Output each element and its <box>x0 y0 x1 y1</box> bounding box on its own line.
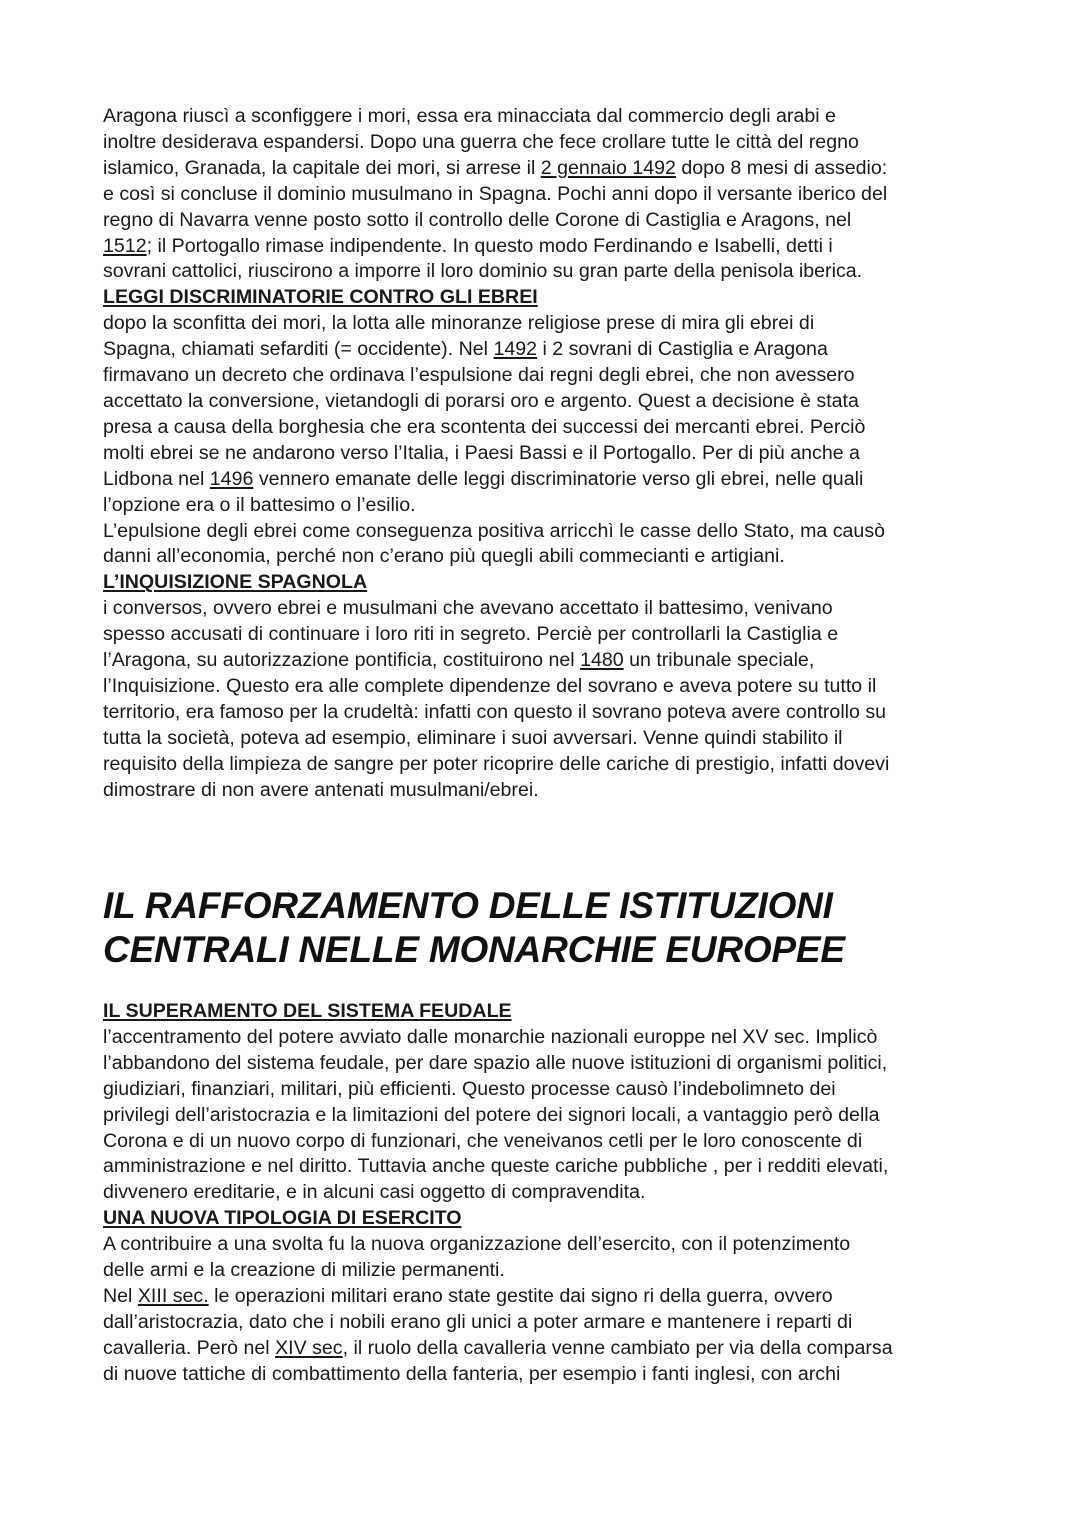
text-line: dall’aristocrazia, dato che i nobili erano gli unici a poter armare e mantenere i reparti di <box>103 1310 853 1333</box>
ebrei-paragraph <box>103 311 983 570</box>
text-line: islamico, Granada, la capitale dei mori, si arrese il 2 gennaio 1492 dopo 8 mesi di assedio: <box>103 156 888 179</box>
text-line: l’abbandono del sistema feudale, per dare spazio alle nuove istituzioni di organismi politici, <box>103 1051 888 1074</box>
text-line: divvenero ereditarie, e in alcuni casi oggetto di compravendita. <box>103 1181 646 1204</box>
century-underlined: XIII sec. <box>137 1284 209 1307</box>
date-underlined: 2 gennaio 1492 <box>540 156 676 179</box>
text-line: i conversos, ovvero ebrei e musulmani che avevano accettato il battesimo, venivano <box>103 597 833 620</box>
text-line: L’epulsione degli ebrei come conseguenza positiva arricchì le casse dello Stato, ma causò <box>103 519 886 542</box>
text-line: l’opzione era o il battesimo o l’esilio. <box>103 493 416 516</box>
text-line: dopo la sconfitta dei mori, la lotta alle minoranze religiose prese di mira gli ebrei di <box>103 312 815 335</box>
text-line: danni all’economia, perché non c’erano più quegli abili commecianti e artigiani. <box>103 545 785 568</box>
date-underlined: 1480 <box>580 649 624 672</box>
text-line: Lidbona nel 1496 vennero emanate delle leggi discriminatorie verso gli ebrei, nelle quali <box>103 467 864 490</box>
text-line: Aragona riuscì a sconfiggere i mori, essa era minacciata dal commercio degli arabi e <box>103 105 836 127</box>
text-line: l’accentramento del potere avviato dalle monarchie nazionali europpe nel XV sec. Implicò <box>103 1025 878 1048</box>
text-line: presa a causa della borghesia che era scontenta dei successi dei mercanti ebrei. Perciò <box>103 415 866 438</box>
text-line: 1512; il Portogallo rimase indipendente. In questo modo Ferdinando e Isabelli, detti i <box>103 234 833 257</box>
text-line: Spagna, chiamati sefarditi (= occidente). Nel 1492 i 2 sovrani di Castiglia e Aragona <box>103 338 828 361</box>
page-lower-text <box>103 999 983 1388</box>
text-line: requisito della limpieza de sangre per poter ricoprire delle cariche di prestigio, infatti dovevi <box>103 752 890 775</box>
date-underlined: 1512 <box>103 234 147 257</box>
text-line: inoltre desiderava espandersi. Dopo una guerra che fece crollare tutte le città del regno <box>103 130 859 153</box>
text-line: giudiziari, finanziari, militari, più efficienti. Questo processe causò l’indebolimneto dei <box>103 1077 836 1100</box>
section-heading-ebrei: LEGGI DISCRIMINATORIE CONTRO GLI EBREI <box>103 286 538 309</box>
text-line: di nuove tattiche di combattimento della fanteria, per esempio i fanti inglesi, con archi <box>103 1362 841 1385</box>
text-line: l’Aragona, su autorizzazione pontificia, costituirono nel 1480 un tribunale speciale, <box>103 649 815 672</box>
text-line: regno di Navarra venne posto sotto il controllo delle Corone di Castiglia e Aragons, nel <box>103 208 852 231</box>
text-line: delle armi e la creazione di milizie permanenti. <box>103 1259 505 1282</box>
inquisizione-paragraph <box>103 596 983 803</box>
text-line: accettato la conversione, vietandogli di porarsi oro e argento. Quest a decisione è stata <box>103 389 859 412</box>
text-line: Nel XIII sec. le operazioni militari erano state gestite dai signo ri della guerra, ovvero <box>103 1284 833 1307</box>
page-upper-text <box>103 104 983 803</box>
chapter-title-line-1: IL RAFFORZAMENTO DELLE ISTITUZIONI <box>103 885 833 926</box>
text-line: molti ebrei se ne andarono verso l’Italia, i Paesi Bassi e il Portogallo. Per di più anche a <box>103 441 860 464</box>
text-line: cavalleria. Però nel XIV sec, il ruolo della cavalleria venne cambiato per via della comparsa <box>103 1336 893 1359</box>
feudale-paragraph <box>103 1025 983 1206</box>
text-line: sovrani cattolici, riuscirono a imporre il loro dominio su gran parte della penisola iberica. <box>103 260 863 283</box>
century-underlined: XIV sec <box>275 1336 343 1359</box>
text-line: e così si concluse il dominio musulmano in Spagna. Pochi anni dopo il versante iberico del <box>103 182 888 205</box>
date-underlined: 1492 <box>493 338 538 361</box>
text-line: A contribuire a una svolta fu la nuova organizzazione dell’esercito, con il potenzimento <box>103 1233 851 1256</box>
text-line: tutta la società, poteva ad esempio, eliminare i suoi avversari. Venne quindi stabilito il <box>103 726 843 749</box>
text-line: Corona e di un nuovo corpo di funzionari, che veneivanos cetli per le loro conoscente di <box>103 1129 863 1152</box>
intro-paragraph <box>103 104 983 285</box>
text-line: dimostrare di non avere antenati musulmani/ebrei. <box>103 778 539 801</box>
text-line: amministrazione e nel diritto. Tuttavia anche queste cariche pubbliche , per i redditi elevati, <box>103 1155 889 1178</box>
text-line: spesso accusati di continuare i loro riti in segreto. Perciè per controllarli la Castiglia e <box>103 623 839 646</box>
chapter-title <box>103 884 845 972</box>
section-heading-feudale: IL SUPERAMENTO DEL SISTEMA FEUDALE <box>103 1000 512 1022</box>
text-line: privilegi dell’aristocrazia e la limitazioni del potere dei signori locali, a vantaggio però della <box>103 1103 880 1126</box>
text-line: territorio, era famoso per la crudeltà: infatti con questo il sovrano poteva avere controllo su <box>103 700 887 723</box>
esercito-paragraph <box>103 1232 983 1387</box>
text-line: l’Inquisizione. Questo era alle complete dipendenze del sovrano e aveva potere su tutto il <box>103 674 877 697</box>
chapter-title-line-2: CENTRALI NELLE MONARCHIE EUROPEE <box>103 929 845 970</box>
section-heading-esercito: UNA NUOVA TIPOLOGIA DI ESERCITO <box>103 1207 462 1230</box>
date-underlined: 1496 <box>209 467 254 490</box>
text-line: firmavano un decreto che ordinava l’espulsione dai regni degli ebrei, che non avessero <box>103 364 855 387</box>
section-heading-inquisizione: L’INQUISIZIONE SPAGNOLA <box>103 571 368 594</box>
